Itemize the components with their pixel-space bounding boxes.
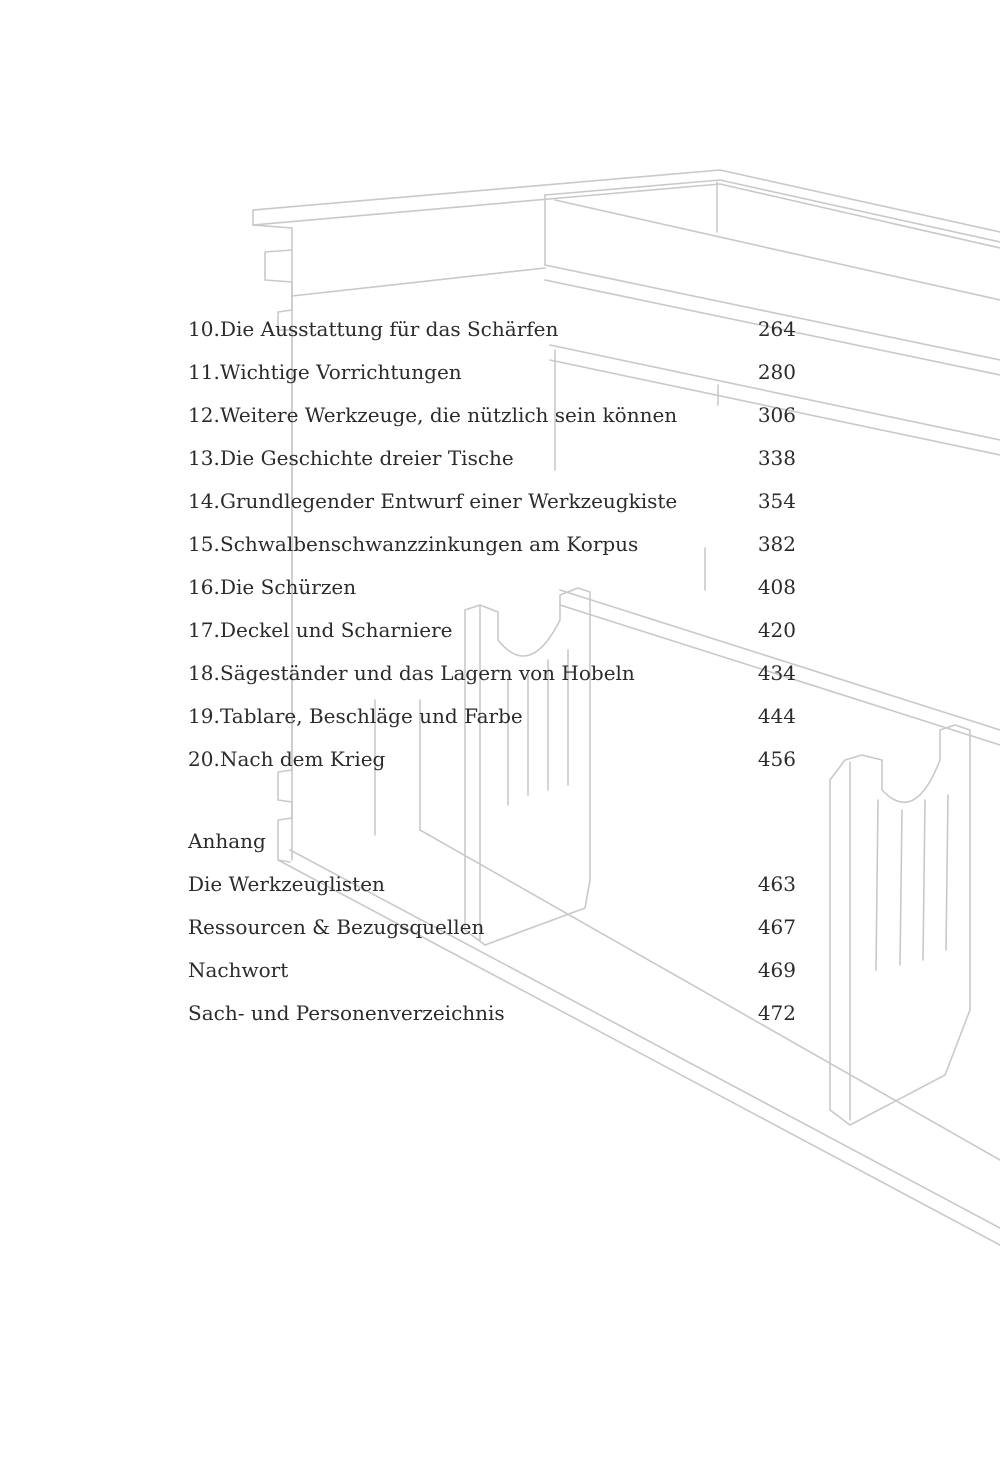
appendix-entry[interactable] [188, 906, 796, 949]
appendix-title: Ressourcen & Bezugsquellen [188, 915, 485, 939]
page-number: 463 [757, 872, 796, 896]
chapter-number: 17. [188, 618, 220, 642]
page-number: 306 [757, 403, 796, 427]
toc-entry[interactable] [188, 652, 796, 695]
chapter-title: Tablare, Beschläge und Farbe [220, 704, 523, 728]
appendix-entry[interactable] [188, 949, 796, 992]
saw-slot-7 [923, 800, 925, 960]
chapter-title: Nach dem Krieg [220, 747, 386, 771]
inner-shelf [292, 268, 545, 296]
toc-entry[interactable] [188, 351, 796, 394]
toc-entry[interactable] [188, 394, 796, 437]
chapter-number: 18. [188, 661, 220, 685]
chapter-title: Die Ausstattung für das Schärfen [220, 317, 559, 341]
page-number: 456 [757, 747, 796, 771]
chapter-title: Die Schürzen [220, 575, 357, 599]
chapter-title: Deckel und Scharniere [220, 618, 453, 642]
page-number: 408 [757, 575, 796, 599]
chapter-number: 16. [188, 575, 220, 599]
chapter-title: Sägeständer und das Lagern von Hobeln [220, 661, 635, 685]
appendix-list [188, 863, 796, 1035]
page-number: 434 [757, 661, 796, 685]
chapter-number: 14. [188, 489, 220, 513]
toc-entry[interactable] [188, 437, 796, 480]
toc-entry[interactable] [188, 738, 796, 781]
page-number: 338 [757, 446, 796, 470]
chapter-number: 11. [188, 360, 220, 384]
chapter-title: Wichtige Vorrichtungen [220, 360, 462, 384]
page-number: 420 [757, 618, 796, 642]
appendix-heading: Anhang [188, 829, 266, 853]
page-number: 280 [757, 360, 796, 384]
table-of-contents [188, 308, 796, 781]
chapter-title: Die Geschichte dreier Tische [220, 446, 514, 470]
saw-slot-8 [946, 795, 948, 950]
page-number: 444 [757, 704, 796, 728]
saw-slot-6 [900, 810, 902, 965]
appendix-entry[interactable] [188, 863, 796, 906]
page-number: 354 [757, 489, 796, 513]
page-number: 382 [757, 532, 796, 556]
toc-entry[interactable] [188, 695, 796, 738]
chapter-number: 19. [188, 704, 220, 728]
chapter-title: Grundlegender Entwurf einer Werkzeugkiste [220, 489, 678, 513]
page-number: 264 [757, 317, 796, 341]
chapter-title: Weitere Werkzeuge, die nützlich sein können [220, 403, 678, 427]
toc-entry[interactable] [188, 308, 796, 351]
saw-slot-5 [876, 800, 878, 970]
toc-entry[interactable] [188, 609, 796, 652]
page-number: 469 [757, 958, 796, 982]
appendix-entry[interactable] [188, 992, 796, 1035]
appendix-title: Sach- und Personenverzeichnis [188, 1001, 505, 1025]
chapter-title: Schwalbenschwanzzinkungen am Korpus [220, 532, 639, 556]
page-number: 472 [757, 1001, 796, 1025]
page-number: 467 [757, 915, 796, 939]
chapter-number: 12. [188, 403, 220, 427]
appendix-title: Die Werkzeuglisten [188, 872, 385, 896]
toc-entry[interactable] [188, 523, 796, 566]
chapter-number: 15. [188, 532, 220, 556]
chapter-number: 10. [188, 317, 220, 341]
back-panel-line [555, 200, 1000, 300]
toc-entry[interactable] [188, 566, 796, 609]
appendix-title: Nachwort [188, 958, 289, 982]
chapter-number: 20. [188, 747, 220, 771]
toc-entry[interactable] [188, 480, 796, 523]
chapter-number: 13. [188, 446, 220, 470]
